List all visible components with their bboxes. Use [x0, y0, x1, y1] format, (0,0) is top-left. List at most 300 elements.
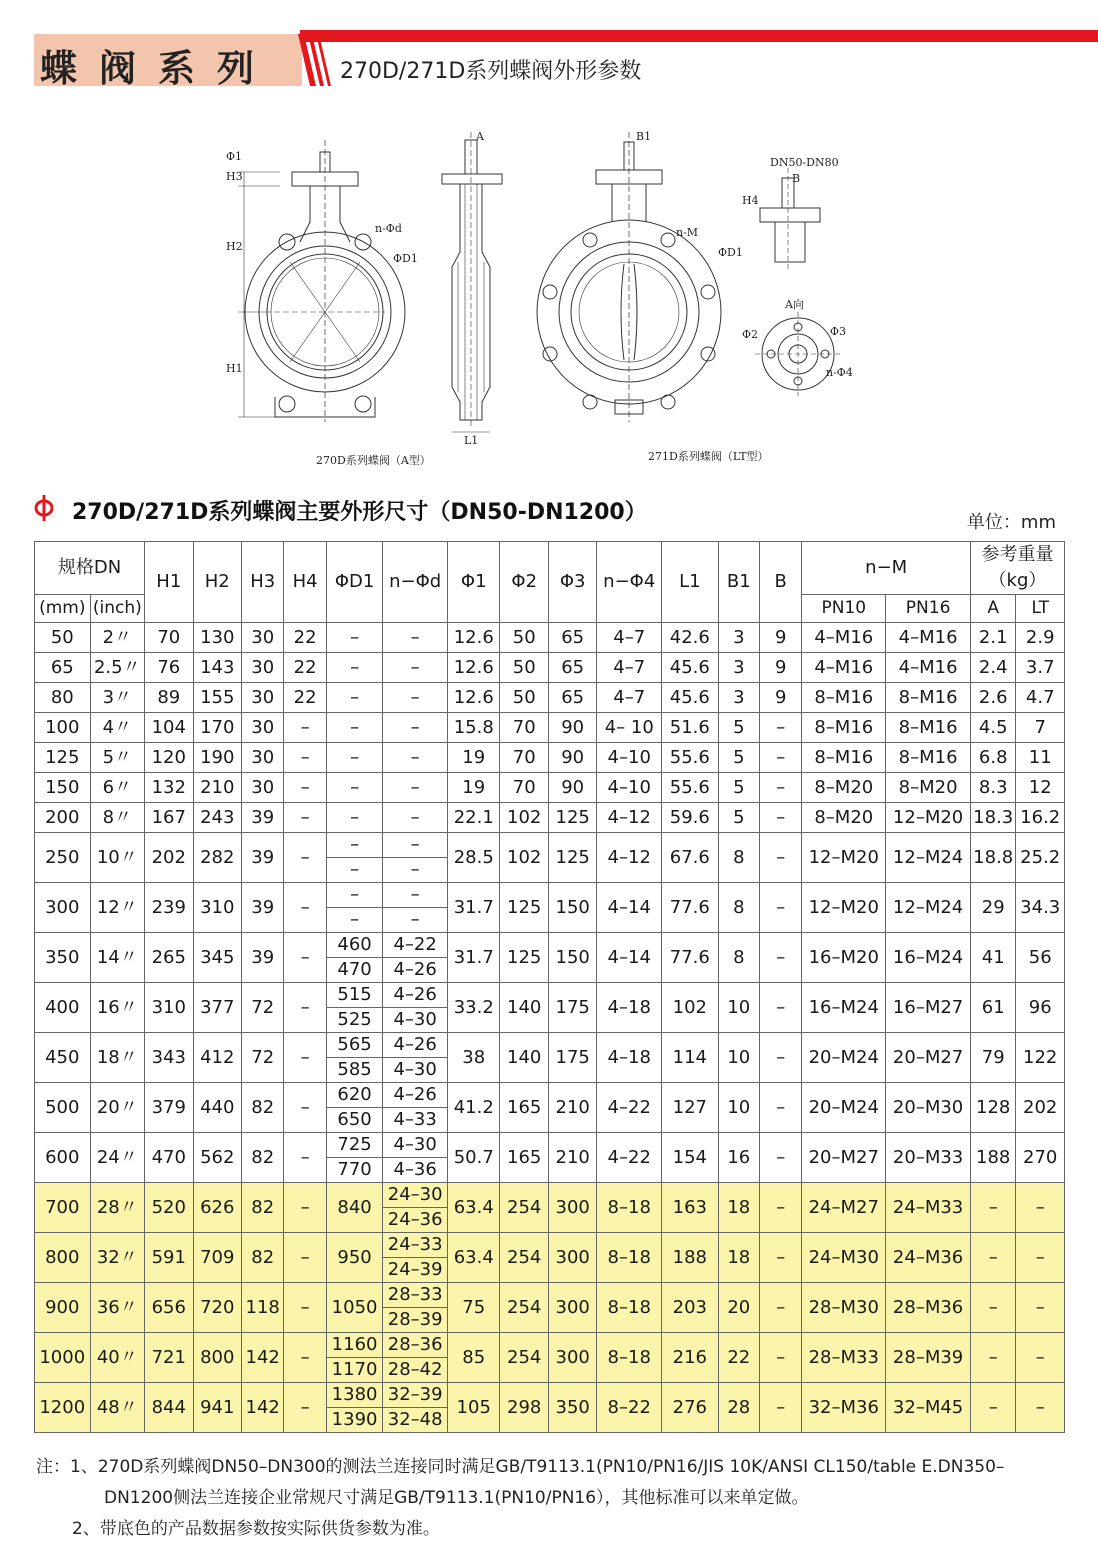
- table-row: [35, 1383, 1065, 1408]
- drawing-271d-front: [537, 132, 721, 422]
- cell-pn10: 8–M16: [802, 713, 886, 743]
- cell-nd: 28–36: [383, 1333, 448, 1358]
- cell-h1: 239: [145, 883, 193, 933]
- cell-d1: –: [326, 653, 383, 683]
- cell-h4: –: [284, 743, 326, 773]
- cell-h4: –: [284, 713, 326, 743]
- cell-b: –: [759, 1383, 801, 1433]
- cell-pn16: 28–M39: [886, 1333, 971, 1383]
- cell-pn16: 24–M36: [886, 1233, 971, 1283]
- cell-b: –: [759, 743, 801, 773]
- cell-b1: 10: [718, 1083, 759, 1133]
- header-nphid: n−Φd: [383, 542, 448, 623]
- cell-l1: 102: [662, 983, 719, 1033]
- cell-pn10: 8–M16: [802, 743, 886, 773]
- cell-inch: 24〃: [90, 1133, 145, 1183]
- cell-h4: 22: [284, 653, 326, 683]
- cell-h4: –: [284, 1083, 326, 1133]
- cell-n4: 4–7: [597, 683, 662, 713]
- table-row: [35, 713, 1065, 743]
- header-h1: H1: [145, 542, 193, 623]
- cell-h4: –: [284, 833, 326, 883]
- drawing-label-l1: L1: [464, 434, 479, 447]
- drawing-label-h1: H1: [226, 362, 243, 375]
- cell-h1: 120: [145, 743, 193, 773]
- cell-inch: 3〃: [90, 683, 145, 713]
- cell-nd: –: [383, 773, 448, 803]
- table-row: [35, 983, 1065, 1008]
- cell-b1: 18: [718, 1183, 759, 1233]
- drawing-270d-front: [238, 140, 405, 422]
- cell-h3: 82: [242, 1183, 284, 1233]
- cell-wlt: –: [1016, 1333, 1065, 1383]
- cell-b1: 10: [718, 983, 759, 1033]
- cell-l1: 203: [662, 1283, 719, 1333]
- cell-h4: –: [284, 1183, 326, 1233]
- cell-p3: 210: [548, 1083, 596, 1133]
- cell-n4: 8–22: [597, 1383, 662, 1433]
- cell-d1: 770: [326, 1158, 383, 1183]
- cell-nd: 28–33: [383, 1283, 448, 1308]
- cell-b1: 3: [718, 653, 759, 683]
- cell-d1: –: [326, 773, 383, 803]
- cell-h1: 591: [145, 1233, 193, 1283]
- cell-d1: 460: [326, 933, 383, 958]
- cell-dn: 500: [35, 1083, 91, 1133]
- cell-wa: 6.8: [971, 743, 1016, 773]
- cell-l1: 154: [662, 1133, 719, 1183]
- cell-b: –: [759, 1283, 801, 1333]
- cell-wlt: –: [1016, 1233, 1065, 1283]
- cell-h2: 941: [193, 1383, 241, 1433]
- cell-nd: 28–42: [383, 1358, 448, 1383]
- cell-wlt: 270: [1016, 1133, 1065, 1183]
- cell-h4: –: [284, 1233, 326, 1283]
- section-title: 270D/271D系列蝶阀主要外形尺寸（DN50-DN1200）: [72, 500, 647, 525]
- cell-inch: 48〃: [90, 1383, 145, 1433]
- cell-wlt: 16.2: [1016, 803, 1065, 833]
- cell-p1: 19: [447, 743, 500, 773]
- cell-d1: –: [326, 623, 383, 653]
- cell-l1: 114: [662, 1033, 719, 1083]
- drawing-label-h4: H4: [742, 194, 759, 207]
- cell-nd: 32–48: [383, 1408, 448, 1433]
- cell-b1: 5: [718, 713, 759, 743]
- cell-wlt: 4.7: [1016, 683, 1065, 713]
- notes: [36, 1452, 1004, 1545]
- cell-n4: 8–18: [597, 1233, 662, 1283]
- cell-p3: 125: [548, 833, 596, 883]
- header-mm: (mm): [35, 595, 91, 623]
- cell-inch: 18〃: [90, 1033, 145, 1083]
- drawing-label-a-view: A向: [785, 298, 804, 311]
- cell-wa: –: [971, 1233, 1016, 1283]
- cell-n4: 4–22: [597, 1133, 662, 1183]
- cell-nd: 4–30: [383, 1133, 448, 1158]
- cell-pn10: 20–M24: [802, 1033, 886, 1083]
- drawing-label-h3: H3: [226, 170, 243, 183]
- cell-h1: 520: [145, 1183, 193, 1233]
- header-inch: (inch): [90, 595, 145, 623]
- drawing-label-phi2: Φ2: [742, 328, 759, 341]
- cell-p3: 150: [548, 933, 596, 983]
- cell-h1: 379: [145, 1083, 193, 1133]
- cell-h4: –: [284, 1333, 326, 1383]
- cell-inch: 2〃: [90, 623, 145, 653]
- cell-h4: –: [284, 933, 326, 983]
- cell-h3: 39: [242, 933, 284, 983]
- cell-l1: 55.6: [662, 743, 719, 773]
- cell-b: 9: [759, 683, 801, 713]
- cell-nd: 4–26: [383, 958, 448, 983]
- cell-pn10: 4–M16: [802, 623, 886, 653]
- cell-p1: 50.7: [447, 1133, 500, 1183]
- cell-pn10: 20–M24: [802, 1083, 886, 1133]
- cell-nd: 28–39: [383, 1308, 448, 1333]
- cell-h3: 30: [242, 653, 284, 683]
- cell-h1: 844: [145, 1383, 193, 1433]
- cell-p3: 90: [548, 713, 596, 743]
- cell-h3: 30: [242, 683, 284, 713]
- drawing-label-b: B: [792, 172, 801, 185]
- cell-d1: 525: [326, 1008, 383, 1033]
- cell-inch: 12〃: [90, 883, 145, 933]
- cell-l1: 188: [662, 1233, 719, 1283]
- header-pn16: PN16: [886, 595, 971, 623]
- cell-n4: 4– 10: [597, 713, 662, 743]
- header-red-bar: [300, 30, 1098, 42]
- cell-p1: 12.6: [447, 653, 500, 683]
- cell-h2: 130: [193, 623, 241, 653]
- cell-inch: 36〃: [90, 1283, 145, 1333]
- cell-wlt: 25.2: [1016, 833, 1065, 883]
- cell-h2: 190: [193, 743, 241, 773]
- cell-d1: 1170: [326, 1358, 383, 1383]
- cell-h2: 412: [193, 1033, 241, 1083]
- cell-h3: 82: [242, 1083, 284, 1133]
- cell-p1: 105: [447, 1383, 500, 1433]
- cell-l1: 45.6: [662, 683, 719, 713]
- cell-wa: 128: [971, 1083, 1016, 1133]
- cell-nd: –: [383, 908, 448, 933]
- cell-wa: –: [971, 1183, 1016, 1233]
- cell-d1: 725: [326, 1133, 383, 1158]
- cell-p1: 85: [447, 1333, 500, 1383]
- cell-pn10: 20–M27: [802, 1133, 886, 1183]
- table-row: [35, 773, 1065, 803]
- cell-wlt: –: [1016, 1383, 1065, 1433]
- cell-inch: 14〃: [90, 933, 145, 983]
- cell-p2: 70: [500, 713, 548, 743]
- cell-n4: 4–14: [597, 933, 662, 983]
- cell-b: 9: [759, 623, 801, 653]
- cell-nd: 24–39: [383, 1258, 448, 1283]
- cell-h2: 562: [193, 1133, 241, 1183]
- cell-inch: 20〃: [90, 1083, 145, 1133]
- cell-pn16: 20–M30: [886, 1083, 971, 1133]
- header-h3: H3: [242, 542, 284, 623]
- cell-p1: 22.1: [447, 803, 500, 833]
- cell-p2: 125: [500, 933, 548, 983]
- cell-dn: 80: [35, 683, 91, 713]
- cell-b: –: [759, 1183, 801, 1233]
- cell-pn10: 8–M20: [802, 803, 886, 833]
- cell-inch: 40〃: [90, 1333, 145, 1383]
- cell-h4: –: [284, 983, 326, 1033]
- cell-pn10: 4–M16: [802, 653, 886, 683]
- cell-p1: 63.4: [447, 1233, 500, 1283]
- cell-b1: 22: [718, 1333, 759, 1383]
- header-weight-lt: LT: [1016, 595, 1065, 623]
- cell-nd: 4–33: [383, 1108, 448, 1133]
- cell-h1: 76: [145, 653, 193, 683]
- cell-nd: 4–26: [383, 1083, 448, 1108]
- cell-dn: 450: [35, 1033, 91, 1083]
- drawing-270d-side: [442, 132, 502, 432]
- cell-nd: 24–33: [383, 1233, 448, 1258]
- cell-dn: 1200: [35, 1383, 91, 1433]
- cell-p2: 254: [500, 1333, 548, 1383]
- table-row: [35, 1133, 1065, 1158]
- cell-h3: 142: [242, 1333, 284, 1383]
- cell-d1: –: [326, 743, 383, 773]
- cell-h3: 39: [242, 803, 284, 833]
- cell-b: –: [759, 1233, 801, 1283]
- cell-d1: –: [326, 883, 383, 908]
- cell-h3: 30: [242, 713, 284, 743]
- cell-n4: 4–14: [597, 883, 662, 933]
- cell-l1: 59.6: [662, 803, 719, 833]
- drawing-label-a: A: [476, 130, 484, 143]
- drawing-label-b1: B1: [636, 130, 652, 143]
- cell-b: –: [759, 803, 801, 833]
- cell-nd: –: [383, 883, 448, 908]
- cell-p3: 90: [548, 773, 596, 803]
- cell-h4: 22: [284, 623, 326, 653]
- cell-wlt: –: [1016, 1183, 1065, 1233]
- cell-b1: 5: [718, 743, 759, 773]
- cell-b: 9: [759, 653, 801, 683]
- cell-h2: 720: [193, 1283, 241, 1333]
- table-row: [35, 933, 1065, 958]
- valve-drawings: [220, 122, 860, 477]
- cell-wlt: 12: [1016, 773, 1065, 803]
- cell-pn10: 8–M16: [802, 683, 886, 713]
- cell-d1: 840: [326, 1183, 383, 1233]
- cell-wa: 79: [971, 1033, 1016, 1083]
- cell-wlt: 7: [1016, 713, 1065, 743]
- drawing-label-phid1: ΦD1: [393, 252, 418, 265]
- cell-h4: –: [284, 803, 326, 833]
- header-b: B: [759, 542, 801, 623]
- cell-p3: 65: [548, 683, 596, 713]
- cell-pn16: 24–M33: [886, 1183, 971, 1233]
- cell-h3: 118: [242, 1283, 284, 1333]
- cell-d1: –: [326, 858, 383, 883]
- cell-p2: 140: [500, 983, 548, 1033]
- cell-b1: 28: [718, 1383, 759, 1433]
- cell-h2: 377: [193, 983, 241, 1033]
- cell-h3: 39: [242, 883, 284, 933]
- cell-h2: 345: [193, 933, 241, 983]
- cell-p3: 350: [548, 1383, 596, 1433]
- cell-dn: 50: [35, 623, 91, 653]
- cell-h3: 82: [242, 1233, 284, 1283]
- cell-p1: 15.8: [447, 713, 500, 743]
- header-l1: L1: [662, 542, 719, 623]
- cell-b: –: [759, 983, 801, 1033]
- cell-h1: 721: [145, 1333, 193, 1383]
- cell-b1: 3: [718, 623, 759, 653]
- cell-p2: 70: [500, 743, 548, 773]
- cell-wlt: –: [1016, 1283, 1065, 1333]
- cell-d1: –: [326, 908, 383, 933]
- cell-b: –: [759, 933, 801, 983]
- cell-b: –: [759, 1133, 801, 1183]
- cell-inch: 16〃: [90, 983, 145, 1033]
- header-phi2: Φ2: [500, 542, 548, 623]
- cell-pn16: 28–M36: [886, 1283, 971, 1333]
- drawing-dn50-detail: [760, 168, 820, 272]
- cell-h1: 202: [145, 833, 193, 883]
- cell-b: –: [759, 833, 801, 883]
- cell-h3: 72: [242, 983, 284, 1033]
- drawing-caption-271d: 271D系列蝶阀（LT型）: [648, 450, 769, 463]
- cell-nd: 24–30: [383, 1183, 448, 1208]
- cell-p1: 31.7: [447, 933, 500, 983]
- cell-p3: 175: [548, 983, 596, 1033]
- cell-wa: 8.3: [971, 773, 1016, 803]
- cell-l1: 55.6: [662, 773, 719, 803]
- cell-pn10: 28–M30: [802, 1283, 886, 1333]
- cell-h2: 282: [193, 833, 241, 883]
- cell-pn10: 24–M30: [802, 1233, 886, 1283]
- cell-nd: 4–26: [383, 983, 448, 1008]
- cell-wa: –: [971, 1283, 1016, 1333]
- cell-l1: 276: [662, 1383, 719, 1433]
- cell-p3: 65: [548, 623, 596, 653]
- cell-b1: 20: [718, 1283, 759, 1333]
- cell-h4: –: [284, 1283, 326, 1333]
- cell-nd: –: [383, 858, 448, 883]
- cell-nd: 4–26: [383, 1033, 448, 1058]
- cell-wa: 4.5: [971, 713, 1016, 743]
- cell-p3: 300: [548, 1333, 596, 1383]
- cell-dn: 100: [35, 713, 91, 743]
- header-stripes: [296, 34, 336, 86]
- cell-p1: 75: [447, 1283, 500, 1333]
- header-h4: H4: [284, 542, 326, 623]
- cell-pn16: 8–M16: [886, 743, 971, 773]
- cell-d1: 650: [326, 1108, 383, 1133]
- cell-n4: 4–12: [597, 833, 662, 883]
- page-title: 蝶阀系列: [40, 46, 276, 90]
- cell-h3: 142: [242, 1383, 284, 1433]
- cell-dn: 900: [35, 1283, 91, 1333]
- cell-p3: 65: [548, 653, 596, 683]
- cell-b: –: [759, 713, 801, 743]
- cell-p1: 63.4: [447, 1183, 500, 1233]
- cell-h1: 470: [145, 1133, 193, 1183]
- cell-p1: 31.7: [447, 883, 500, 933]
- cell-inch: 8〃: [90, 803, 145, 833]
- cell-pn10: 32–M36: [802, 1383, 886, 1433]
- drawing-label-nm: n-M: [676, 226, 699, 239]
- cell-nd: –: [383, 623, 448, 653]
- cell-b1: 18: [718, 1233, 759, 1283]
- cell-nd: –: [383, 713, 448, 743]
- cell-wa: 18.8: [971, 833, 1016, 883]
- cell-h2: 709: [193, 1233, 241, 1283]
- cell-p2: 70: [500, 773, 548, 803]
- cell-nd: 32–39: [383, 1383, 448, 1408]
- drawing-label-phi1: Φ1: [226, 150, 243, 163]
- cell-d1: 950: [326, 1233, 383, 1283]
- table-row: [35, 653, 1065, 683]
- cell-dn: 150: [35, 773, 91, 803]
- cell-p3: 300: [548, 1283, 596, 1333]
- cell-b1: 8: [718, 933, 759, 983]
- cell-d1: –: [326, 683, 383, 713]
- cell-p2: 125: [500, 883, 548, 933]
- cell-p1: 41.2: [447, 1083, 500, 1133]
- cell-h1: 310: [145, 983, 193, 1033]
- cell-h1: 104: [145, 713, 193, 743]
- cell-wlt: 56: [1016, 933, 1065, 983]
- cell-wa: 188: [971, 1133, 1016, 1183]
- cell-p2: 50: [500, 653, 548, 683]
- cell-p2: 298: [500, 1383, 548, 1433]
- cell-b1: 5: [718, 773, 759, 803]
- header-phi1: Φ1: [447, 542, 500, 623]
- cell-dn: 800: [35, 1233, 91, 1283]
- drawing-label-h2: H2: [226, 240, 243, 253]
- cell-h1: 656: [145, 1283, 193, 1333]
- table-row: [35, 743, 1065, 773]
- cell-wlt: 34.3: [1016, 883, 1065, 933]
- cell-p2: 102: [500, 803, 548, 833]
- cell-b1: 8: [718, 883, 759, 933]
- cell-wlt: 2.9: [1016, 623, 1065, 653]
- drawing-caption-270d: 270D系列蝶阀（A型）: [316, 454, 431, 467]
- cell-d1: –: [326, 833, 383, 858]
- cell-b1: 10: [718, 1033, 759, 1083]
- header-nm: n−M: [802, 542, 971, 595]
- cell-inch: 28〃: [90, 1183, 145, 1233]
- cell-h3: 30: [242, 623, 284, 653]
- cell-n4: 4–18: [597, 1033, 662, 1083]
- cell-b: –: [759, 1083, 801, 1133]
- cell-l1: 45.6: [662, 653, 719, 683]
- cell-wa: –: [971, 1383, 1016, 1433]
- header-nphi4: n−Φ4: [597, 542, 662, 623]
- cell-pn16: 32–M45: [886, 1383, 971, 1433]
- cell-pn16: 8–M16: [886, 683, 971, 713]
- cell-pn10: 16–M20: [802, 933, 886, 983]
- cell-h3: 30: [242, 773, 284, 803]
- cell-p2: 140: [500, 1033, 548, 1083]
- cell-d1: 470: [326, 958, 383, 983]
- cell-dn: 400: [35, 983, 91, 1033]
- dimension-table: [34, 541, 1065, 1433]
- cell-h3: 39: [242, 833, 284, 883]
- cell-n4: 8–18: [597, 1183, 662, 1233]
- table-row: [35, 623, 1065, 653]
- drawing-label-phi3: Φ3: [830, 325, 847, 338]
- cell-pn16: 8–M20: [886, 773, 971, 803]
- cell-b: –: [759, 773, 801, 803]
- cell-dn: 65: [35, 653, 91, 683]
